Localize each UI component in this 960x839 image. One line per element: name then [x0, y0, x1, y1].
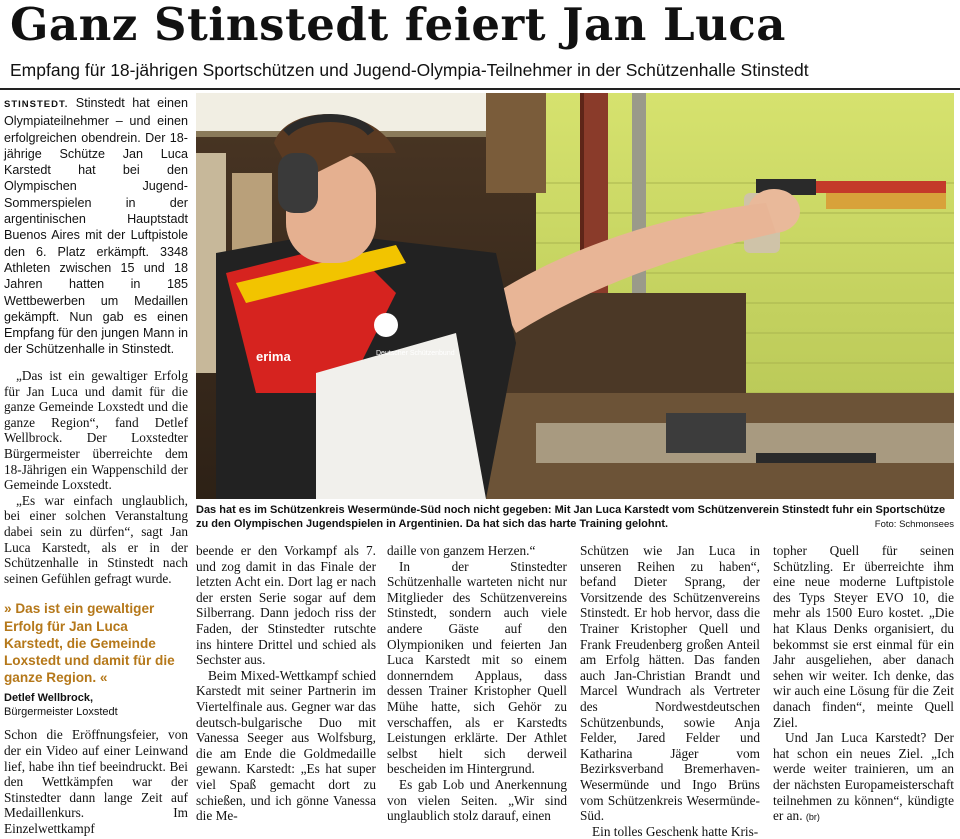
- article-column-4: [580, 543, 760, 839]
- quote-author-role: Bürgermeister Loxstedt: [4, 706, 118, 719]
- article-photo: [196, 93, 954, 499]
- col3-paragraph-2: In der Stinstedter Schützenhalle warteten nicht nur Mitglieder des Schützenvereins Stinstedt, sondern auch viele andere Gäste auf den Olympioniken und feierten Jan Luca Karstedt mit so einem donnerndem Applaus, dass dessen Trainer Kristopher Quell Mühe hatte, sich Gehör zu verschaffen, als er Karstedts Leistungen erklärte. Der Athlet selbst hielt sich derweil bescheiden im Hintergrund.: [387, 558, 567, 777]
- intro-column: [4, 95, 188, 357]
- col5-paragraph-1: topher Quell für seinen Schützling. Er überreichte ihm eine neue moderne Luftpistole des Typs Steyer EVO 10, die mehr als 1500 Euro kostet. „Die hat Klaus Denks organisiert, du bekommst sie erst einmal für ein Jahr ausgeliehen, aber danach sehen wir weiter. Ich denke, das wir auch eine Lösung für die Zeit danach finden“, meinte Quell Ziel.: [773, 543, 954, 730]
- header-rule: [0, 88, 960, 90]
- article-column-5: [773, 543, 954, 824]
- col2-paragraph-1: beende er den Vorkampf als 7. und zog damit in das Finale der letzten Acht ein. Dort lag er nach der ersten Serie sogar auf dem Silberrang. Dann jedoch riss der Faden, der Stinstedter rutschte ins hintere Drittel und schied als Sechster aus.: [196, 543, 376, 668]
- shooter-illustration: [196, 93, 954, 499]
- photo-caption: Das hat es im Schützenkreis Wesermünde-Süd noch nicht gegeben: Mit Jan Luca Karstedt vom Schützenverein Stinstedt fuhr ein Sportschütze zu den Olympischen Jugendspielen in Argentinien. Da hat sich das harte Training gelohnt.: [196, 504, 946, 530]
- col4-paragraph-2: Ein tolles Geschenk hatte Kris-: [592, 823, 759, 839]
- col1-paragraph-3: Schon die Eröffnungsfeier, von der ein Video auf einer Leinwand lief, habe ihn tief beeindruckt. Bei den Wettkämpfen war der Stinstedter dann lange Zeit auf Medaillenkurs. Im Einzelwettkampf: [4, 727, 188, 836]
- col3-paragraph-3: Es gab Lob und Anerkennung von vielen Seiten. „Wir sind unglaublich stolz darauf, einen: [387, 776, 567, 824]
- shirt-text: Deutscher Schützenbund: [376, 350, 455, 357]
- pull-quote: » Das ist ein gewaltiger Erfolg für Jan Luca Karstedt, die Gemeinde Loxstedt und damit für die ganze Region. «: [4, 601, 175, 686]
- shirt-brand: erima: [256, 349, 291, 364]
- dateline: STINSTEDT.: [4, 99, 69, 110]
- col1-paragraph-2: „Es war einfach unglaublich, bei einer solchen Veranstaltung dabei sein zu dürfen“, sagt Jan Luca Karstedt, als er in der Schützenhalle in Stinstedt nach seinen Gefühlen gefragt wurde.: [4, 492, 188, 586]
- eagle-emblem-icon: [374, 313, 398, 337]
- col2-paragraph-2: Beim Mixed-Wettkampf schied Karstedt mit seiner Partnerin im Viertelfinale aus. Gegner war das deutsch-bulgarische Duo mit Vanessa Seeger aus Wolfsburg, die am Ende die Goldmedaille gewann. Karstedt: „Es hat super viel Spaß gemacht dort zu schießen, und ich gönne Vanessa die Me-: [196, 667, 376, 824]
- col1-paragraph-1: „Das ist ein gewaltiger Erfolg für Jan Luca und damit für die ganze Gemeinde Loxstedt und die ganze Region“, fand Detlef Wellbrock. Der Loxstedter Bürgermeister überreichte dem 18-Jährigen ein Wappenschild der Gemeinde Loxstedt.: [4, 368, 188, 493]
- intro-text: Stinstedt hat einen Olympiateilnehmer – und einen erfolgreichen obendrein. Der 18-jährige Schütze Jan Luca Karstedt hat bei den Olympischen Jugend-Sommerspielen in der argentinischen Hauptstadt Buenos Aires mit der Luftpistole den 6. Platz erkämpft. 3348 Athleten zwischen 15 und 18 Jahren hatten in 185 Wettbewerben um Medaillen gekämpft. Nun gab es einen Empfang für den jungen Mann in der Schützenhalle in Stinstedt.: [4, 96, 188, 357]
- photo-credit: Foto: Schmonsees: [874, 519, 954, 530]
- article-column-1: [4, 368, 188, 836]
- article-column-2: [196, 543, 376, 824]
- col5-paragraph-2: Und Jan Luca Karstedt? Der hat schon ein neues Ziel. „Ich werde weiter trainieren, um an der nächsten Europameisterschaft teilnehmen zu können“, kündigte er an.: [773, 730, 954, 824]
- article-column-3: [387, 543, 567, 824]
- col4-paragraph-1: Schützen wie Jan Luca in unseren Reihen zu haben“, befand Dieter Sprang, der Vorsitzende des Schützenvereins Stinstedt. Er hob hervor, dass die Trainer Kristopher Quell und Frank Freudenberg großen Anteil am Erfolg hätten. Das fanden auch Jan-Christian Brandt und Marcel Wundrach als Vertreter des Nordwestdeutschen Schützenbunds, sowie Anja Felder, Jared Felder und Katharina Jäger vom Bezirksverband Bremerhaven-Wesermünde und Ingo Brüns vom Schützenkreis Wesermünde-Süd.: [580, 543, 760, 824]
- subheadline: Empfang für 18-jährigen Sportschützen und Jugend-Olympia-Teilnehmer in der Schützenhalle Stinstedt: [10, 60, 809, 80]
- quote-author: Detlef Wellbrock,: [4, 692, 94, 705]
- col3-paragraph-1: daille von ganzem Herzen.“: [387, 543, 536, 558]
- headline: Ganz Stinstedt feiert Jan Luca: [10, 0, 786, 51]
- author-signature: (br): [805, 812, 820, 823]
